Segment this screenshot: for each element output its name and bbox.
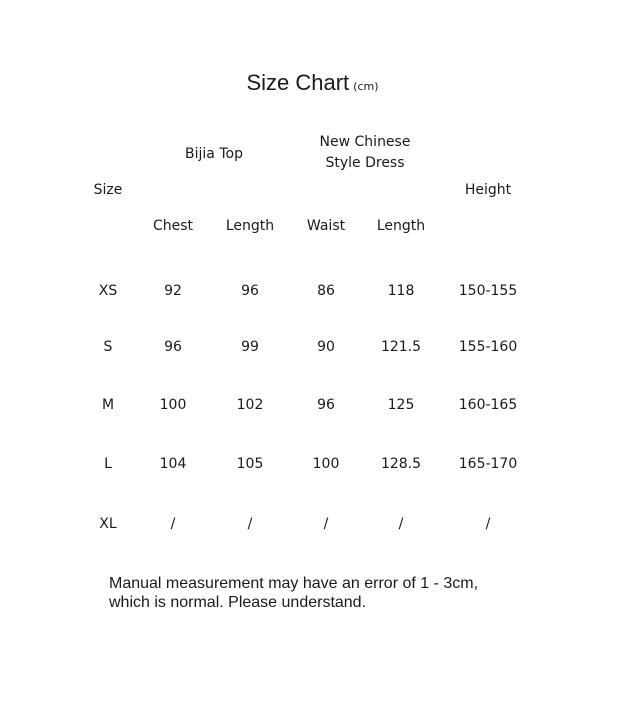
cell-size: M	[101, 397, 115, 413]
header-height: Height	[464, 182, 512, 198]
cell-top-length: 96	[241, 283, 259, 299]
cell-chest: 100	[159, 397, 187, 413]
cell-dress-length: 118	[387, 283, 415, 299]
group-header-dress	[320, 132, 411, 174]
cell-chest: 92	[164, 283, 182, 299]
cell-waist: 100	[312, 456, 340, 472]
header-top-length: Length	[225, 218, 275, 234]
note-line-2: which is normal. Please understand.	[109, 594, 367, 611]
cell-chest: 104	[159, 456, 187, 472]
cell-chest: /	[170, 516, 176, 532]
cell-waist: /	[323, 516, 329, 532]
cell-waist: 90	[317, 339, 335, 355]
title-unit: (cm)	[353, 80, 379, 93]
cell-size: S	[103, 339, 113, 355]
title-text: Size Chart	[246, 70, 350, 95]
cell-dress-length: 121.5	[380, 339, 422, 355]
cell-height: 150-155	[458, 283, 518, 299]
header-dress-length: Length	[376, 218, 426, 234]
group-header-dress-line2: Style Dress	[325, 155, 405, 171]
header-size: Size	[93, 182, 123, 198]
cell-top-length: /	[247, 516, 253, 532]
cell-height: /	[485, 516, 491, 532]
cell-waist: 86	[317, 283, 335, 299]
cell-dress-length: /	[398, 516, 404, 532]
note-line-1: Manual measurement may have an error of 1 - 3cm,	[109, 575, 479, 592]
cell-size: L	[104, 456, 112, 472]
cell-size: XL	[99, 516, 117, 532]
cell-waist: 96	[317, 397, 335, 413]
cell-dress-length: 125	[387, 397, 415, 413]
cell-size: XS	[98, 283, 118, 299]
header-chest: Chest	[152, 218, 194, 234]
cell-top-length: 105	[236, 456, 264, 472]
group-header-top: Bijia Top	[185, 146, 243, 162]
measurement-note	[109, 574, 529, 612]
page-title	[0, 70, 625, 96]
cell-dress-length: 128.5	[380, 456, 422, 472]
cell-height: 165-170	[458, 456, 518, 472]
group-header-dress-line1: New Chinese	[319, 134, 411, 150]
header-waist: Waist	[306, 218, 346, 234]
cell-chest: 96	[164, 339, 182, 355]
cell-top-length: 99	[241, 339, 259, 355]
cell-height: 155-160	[458, 339, 518, 355]
cell-height: 160-165	[458, 397, 518, 413]
cell-top-length: 102	[236, 397, 264, 413]
